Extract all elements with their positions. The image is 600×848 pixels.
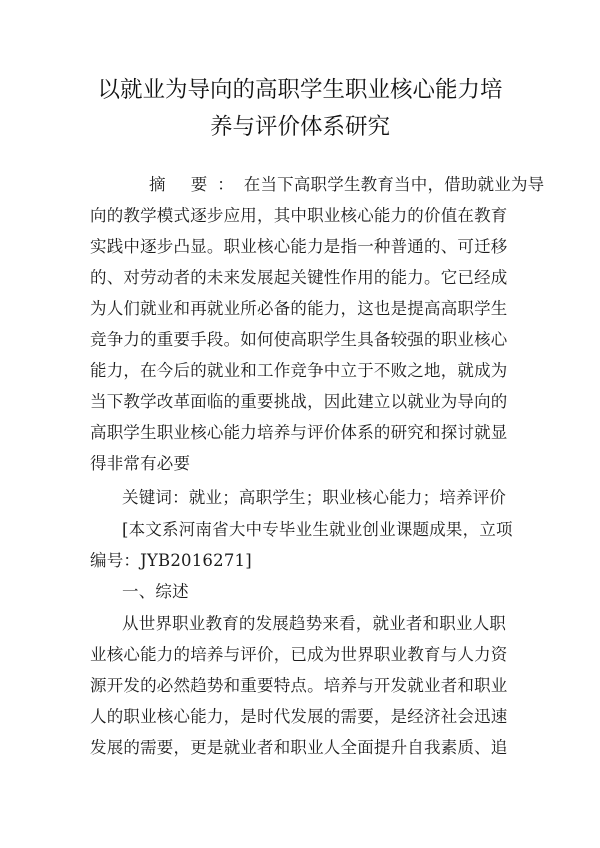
abstract-line: 竞争力的重要手段。如何使高职学生具备较强的职业核心 — [90, 330, 508, 349]
body-paragraph-line: 业核心能力的培养与评价，已成为世界职业教育与人力资 — [90, 645, 508, 664]
body-paragraph-line: 从世界职业教育的发展趋势来看，就业者和职业人职 — [122, 614, 507, 633]
body-paragraph-line: 发展的需要，更是就业者和职业人全面提升自我素质、追 — [90, 738, 508, 757]
body-paragraph-line: 源开发的必然趋势和重要特点。培养与开发就业者和职业 — [90, 676, 508, 695]
abstract-line: 能力，在今后的就业和工作竞争中立于不败之地，就成为 — [90, 361, 508, 380]
abstract-label: 摘 要： — [149, 175, 244, 194]
abstract-line: 当下教学改革面临的重要挑战，因此建立以就业为导向的 — [90, 392, 508, 411]
paper-title — [60, 72, 540, 146]
funding-note-line-1: [本文系河南省大中专毕业生就业创业课题成果，立项 — [122, 520, 513, 539]
body-paragraph-line: 人的职业核心能力，是时代发展的需要，是经济社会迅速 — [90, 707, 508, 726]
abstract-line: 向的教学模式逐步应用，其中职业核心能力的价值在教育 — [90, 206, 508, 225]
abstract-line: 实践中逐步凸显。职业核心能力是指一种普通的、可迁移 — [90, 237, 508, 256]
abstract-line: 得非常有必要 — [90, 454, 191, 473]
abstract-line: 高职学生职业核心能力培养与评价体系的研究和探讨就显 — [90, 423, 508, 442]
abstract-line: 的、对劳动者的未来发展起关键性作用的能力。它已经成 — [90, 268, 508, 287]
funding-note-line-2: 编号：JYB2016271] — [90, 551, 252, 570]
section-heading: 一、综述 — [122, 582, 189, 601]
keywords: 关键词：就业；高职学生；职业核心能力；培养评价 — [122, 488, 507, 507]
abstract-first-line — [149, 175, 544, 195]
title-line-2: 养与评价体系研究 — [209, 114, 390, 140]
title-line-1: 以就业为导向的高职学生职业核心能力培 — [97, 77, 503, 103]
abstract-line: 为人们就业和再就业所必备的能力，这也是提高高职学生 — [90, 299, 508, 318]
abstract-line: 在当下高职学生教育当中，借助就业为导 — [243, 175, 545, 194]
